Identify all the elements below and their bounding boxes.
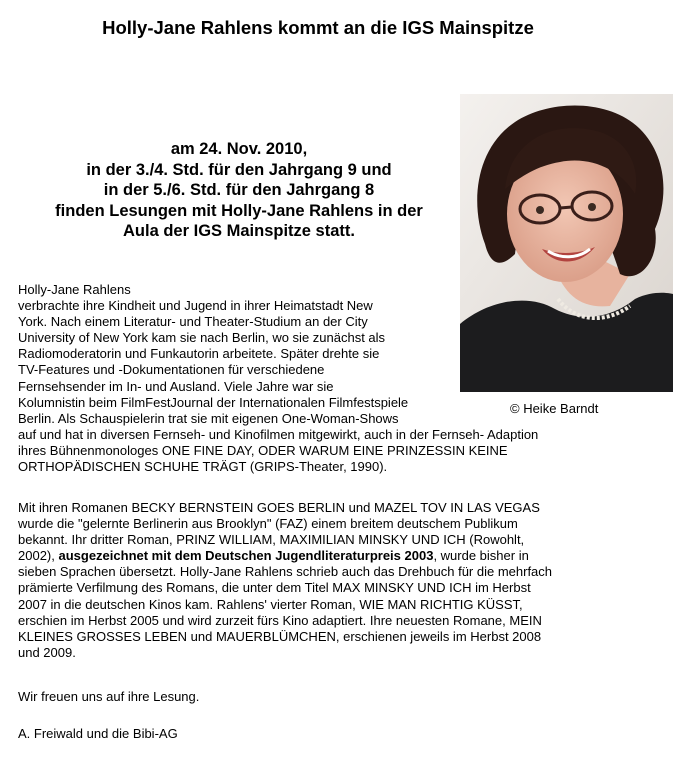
novels-paragraph	[18, 500, 552, 661]
novels-line: und 2009.	[18, 644, 76, 660]
novels-line-award	[18, 548, 552, 564]
bio-paragraph	[18, 282, 538, 475]
bio-line: ihres Bühnenmonologes ONE FINE DAY, ODER WARUM EINE PRINZESSIN KEINE	[18, 442, 508, 458]
novels-line: bekannt. Ihr dritter Roman, PRINZ WILLIAM, MAXIMILIAN MINSKY UND ICH (Rowohlt,	[18, 532, 525, 548]
novels-line: KLEINES GROSSES LEBEN und MAUERBLÜMCHEN, erschienen jeweils im Herbst 2008	[18, 628, 542, 644]
award-text: ausgezeichnet mit dem Deutschen Jugendliteraturpreis 2003	[58, 548, 434, 564]
bio-line: verbrachte ihre Kindheit und Jugend in ihrer Heimatstadt New	[18, 298, 373, 314]
bio-line: University of New York kam sie nach Berlin, wo sie zunächst als	[18, 330, 386, 346]
award-suffix: , wurde bisher in	[433, 548, 529, 564]
page-title: Holly-Jane Rahlens kommt an die IGS Mainspitze	[102, 17, 534, 38]
closing-line: Wir freuen uns auf ihre Lesung.	[18, 689, 200, 704]
event-line: Aula der IGS Mainspitze statt.	[123, 222, 355, 240]
photo-credit: © Heike Barndt	[510, 401, 599, 416]
event-announcement	[14, 139, 464, 242]
novels-line: prämierte Verfilmung des Romans, die unter dem Titel MAX MINSKY UND ICH im Herbst	[18, 580, 531, 596]
novels-line: erschien im Herbst 2005 und wird zurzeit fürs Kino adaptiert. Ihre neuesten Romane, MEIN	[18, 612, 542, 628]
novels-line: sieben Sprachen übersetzt. Holly-Jane Rahlens schrieb auch das Drehbuch für die mehrfach	[18, 564, 553, 580]
bio-line: Kolumnistin beim FilmFestJournal der Internationalen Filmfestspiele	[18, 394, 409, 410]
bio-line: York. Nach einem Literatur- und Theater-Studium an der City	[18, 314, 368, 330]
novels-line: Mit ihren Romanen BECKY BERNSTEIN GOES BERLIN und MAZEL TOV IN LAS VEGAS	[18, 500, 540, 515]
award-prefix: 2002),	[18, 548, 59, 564]
event-line: in der 3./4. Std. für den Jahrgang 9 und	[86, 160, 392, 179]
bio-line: Berlin. Als Schauspielerin trat sie mit eigenen One-Woman-Shows	[18, 410, 399, 426]
novels-line: 2007 in die deutschen Kinos kam. Rahlens' vierter Roman, WIE MAN RICHTIG KÜSST,	[18, 596, 523, 612]
bio-line: Fernsehsender im In- und Ausland. Viele Jahre war sie	[18, 378, 334, 394]
event-line: am 24. Nov. 2010,	[170, 140, 308, 158]
bio-line: Holly-Jane Rahlens	[18, 282, 131, 297]
novels-line: wurde die "gelernte Berlinerin aus Brooklyn" (FAZ) einem breitem deutschem Publikum	[18, 516, 518, 532]
bio-line: Radiomoderatorin und Funkautorin arbeitete. Später drehte sie	[18, 346, 380, 362]
event-line: in der 5./6. Std. für den Jahrgang 8	[103, 181, 375, 199]
bio-line: auf und hat in diversen Fernseh- und Kinofilmen mitgewirkt, auch in der Fernseh- Adaption	[18, 426, 539, 442]
bio-line: TV-Features und -Dokumentationen für verschiedene	[18, 362, 325, 378]
bio-line: ORTHOPÄDISCHEN SCHUHE TRÄGT (GRIPS-Theater, 1990).	[18, 459, 388, 475]
signature: A. Freiwald und die Bibi-AG	[18, 726, 178, 741]
event-line: finden Lesungen mit Holly-Jane Rahlens in der	[55, 201, 423, 220]
